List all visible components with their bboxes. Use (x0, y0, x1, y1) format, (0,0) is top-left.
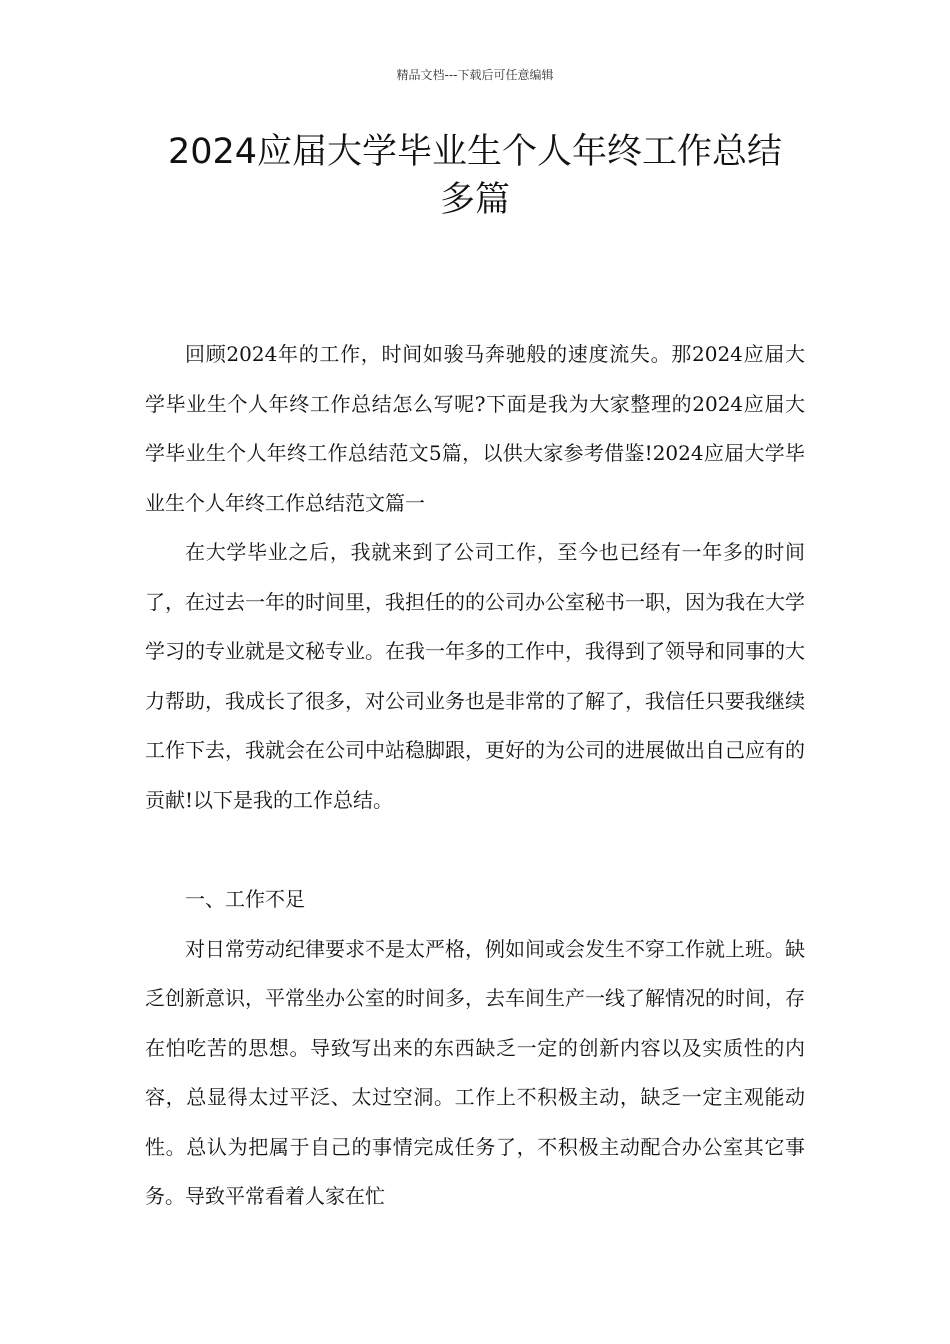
intro-paragraph: 回顾2024年的工作，时间如骏马奔驰般的速度流失。那2024应届大学毕业生个人年终工作总结怎么写呢?下面是我为大家整理的2024应届大学毕业生个人年终工作总结范文5篇，以供大家参考借鉴!2024应届大学毕业生个人年终工作总结范文篇一 (145, 342, 805, 515)
title-line-2: 多篇 (439, 180, 510, 220)
section-heading-1: 一、工作不足 (185, 887, 305, 911)
body-paragraph-1: 在大学毕业之后，我就来到了公司工作，至今也已经有一年多的时间了，在过去一年的时间里，我担任的的公司办公室秘书一职，因为我在大学学习的专业就是文秘专业。在我一年多的工作中，我得到了领导和同事的大力帮助，我成长了很多，对公司业务也是非常的了解了，我信任只要我继续工作下去，我就会在公司中站稳脚跟，更好的为公司的进展做出自己应有的贡献!以下是我的工作总结。 (145, 540, 805, 812)
title-line-1: 2024应届大学毕业生个人年终工作总结 (167, 132, 783, 172)
body-paragraph-2: 对日常劳动纪律要求不是太严格，例如间或会发生不穿工作就上班。缺乏创新意识，平常坐办公室的时间多，去车间生产一线了解情况的时间，存在怕吃苦的思想。导致写出来的东西缺乏一定的创新内容以及实质性的内容，总显得太过平泛、太过空洞。工作上不积极主动，缺乏一定主观能动性。总认为把属于自己的事情完成任务了，不积极主动配合办公室其它事务。导致平常看着人家在忙 (145, 936, 805, 1208)
document-body (145, 330, 805, 1222)
header-note: 精品文档---下载后可任意编辑 (396, 68, 554, 82)
document-title (110, 128, 840, 224)
